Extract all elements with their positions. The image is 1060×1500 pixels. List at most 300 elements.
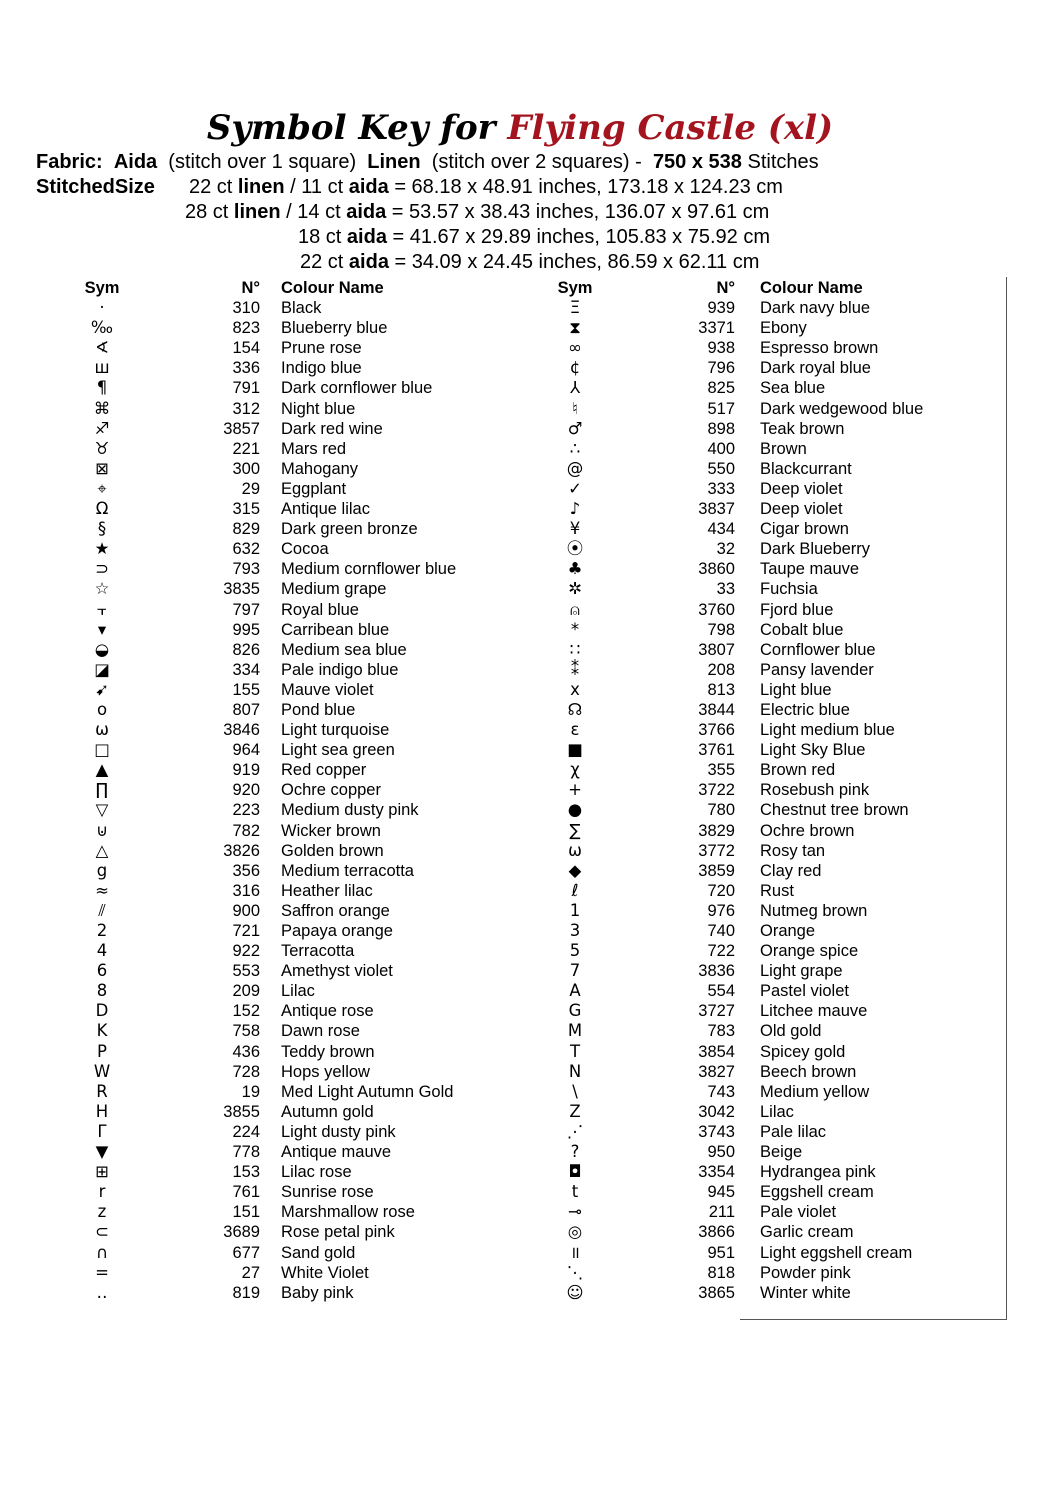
- symbol-row: [555, 800, 985, 820]
- thread-number: 3371: [698, 319, 735, 338]
- symbol: ∩: [95, 1242, 109, 1262]
- thread-number: 316: [232, 881, 260, 900]
- thread-number: 829: [232, 520, 260, 539]
- symbol: ▲: [95, 760, 109, 780]
- symbol: x: [570, 679, 580, 699]
- colour-name: Carribean blue: [281, 620, 390, 639]
- colour-name: Golden brown: [281, 841, 384, 860]
- colour-name: Cobalt blue: [760, 620, 844, 639]
- symbol-key-left-column: [82, 278, 502, 1303]
- symbol-row: [82, 640, 502, 660]
- fabric-size: 750 x 538: [652, 151, 742, 173]
- symbol-row: [555, 881, 985, 901]
- symbol-row: [82, 559, 502, 579]
- symbol: =: [95, 1262, 109, 1282]
- colour-name: Litchee mauve: [760, 1002, 868, 1021]
- symbol: ω: [568, 840, 582, 860]
- thread-number: 898: [707, 419, 735, 438]
- thread-number: 3866: [698, 1223, 735, 1242]
- thread-number: 151: [232, 1203, 260, 1222]
- size-dimensions: = 41.67 x 29.89 inches, 105.83 x 75.92 cm: [392, 226, 770, 248]
- symbol-row: [82, 821, 502, 841]
- thread-number: 743: [707, 1082, 735, 1101]
- symbol-row: [82, 881, 502, 901]
- colour-name: Cocoa: [281, 540, 329, 559]
- symbol-row: [555, 620, 985, 640]
- size-dimensions: = 53.57 x 38.43 inches, 136.07 x 97.61 cm: [391, 201, 770, 223]
- thread-number: 3854: [698, 1042, 735, 1061]
- symbol-row: [82, 740, 502, 760]
- fabric-line: [36, 150, 819, 175]
- stitched-size-label: StitchedSize: [36, 176, 155, 198]
- symbol: △: [95, 840, 109, 860]
- colour-name: Mauve violet: [281, 680, 374, 699]
- symbol-row: [82, 338, 502, 358]
- thread-number: 3727: [698, 1002, 735, 1021]
- symbol-row: [555, 1182, 985, 1202]
- thread-number: 728: [232, 1062, 260, 1081]
- colour-name: Brown red: [760, 761, 836, 780]
- symbol: ◒: [94, 639, 110, 659]
- thread-number: 312: [232, 399, 260, 418]
- symbol: P: [97, 1041, 107, 1061]
- symbol-row: [555, 1263, 985, 1283]
- thread-number: 783: [707, 1022, 735, 1041]
- thread-number: 3836: [698, 962, 735, 981]
- thread-number: 29: [241, 479, 260, 498]
- symbol-row: [555, 479, 985, 499]
- symbol-row: [555, 439, 985, 459]
- symbol-row: [82, 499, 502, 519]
- size-line-4: [300, 250, 759, 275]
- colour-name: Papaya orange: [281, 922, 393, 940]
- symbol: ♉: [94, 438, 110, 458]
- colour-name: Hops yellow: [281, 1062, 370, 1081]
- thread-number: 208: [707, 660, 735, 679]
- symbol: ♐: [94, 418, 110, 438]
- thread-number: 920: [232, 781, 260, 800]
- colour-name: Light grape: [760, 962, 843, 981]
- colour-name: Medium dusty pink: [281, 801, 419, 820]
- colour-name: Winter white: [760, 1283, 851, 1302]
- thread-number: 211: [708, 1203, 735, 1222]
- colour-name: Teak brown: [760, 419, 845, 438]
- symbol: □: [94, 740, 110, 760]
- colour-name: Antique lilac: [281, 500, 370, 519]
- symbol-row: [555, 579, 985, 599]
- colour-name: Pansy lavender: [760, 660, 874, 679]
- size-line-2: [185, 200, 769, 225]
- colour-name: Lilac: [281, 982, 315, 1001]
- symbol-row: [82, 439, 502, 459]
- symbol-row: [555, 1042, 985, 1062]
- symbol: ◎: [567, 1222, 583, 1242]
- fabric-aida: Aida: [113, 151, 158, 173]
- symbol-row: [82, 358, 502, 378]
- thread-number: 3354: [698, 1163, 735, 1182]
- thread-number: 356: [232, 861, 260, 880]
- symbol-row: [555, 720, 985, 740]
- thread-number: 758: [232, 1022, 260, 1041]
- thread-number: 436: [232, 1042, 260, 1061]
- colour-name: Light medium blue: [760, 721, 895, 740]
- symbol-row: [82, 1263, 502, 1283]
- thread-number: 919: [232, 761, 260, 780]
- symbol-row: [555, 680, 985, 700]
- colour-name: Amethyst violet: [281, 962, 393, 981]
- symbol: ♮: [572, 398, 578, 418]
- num-header: N°: [716, 279, 735, 297]
- colour-name: Heather lilac: [281, 881, 373, 900]
- thread-number: 3844: [698, 700, 735, 719]
- symbol: ?: [570, 1142, 580, 1162]
- symbol-row: [555, 700, 985, 720]
- symbol: ∢: [95, 338, 109, 358]
- colour-name: Hydrangea pink: [760, 1163, 876, 1182]
- symbol: z: [97, 1202, 107, 1222]
- symbol: t: [571, 1182, 579, 1202]
- thread-number: 155: [232, 680, 260, 699]
- thread-number: 3865: [698, 1283, 735, 1302]
- colour-name: Ochre copper: [281, 781, 381, 800]
- colour-name: Red copper: [281, 761, 367, 780]
- colour-name: Deep violet: [760, 479, 843, 498]
- colour-name: Dark navy blue: [760, 299, 871, 318]
- symbol-row: [82, 1202, 502, 1222]
- symbol: ☆: [94, 579, 110, 599]
- symbol: ‥: [96, 1282, 108, 1302]
- symbol-row: [555, 981, 985, 1001]
- size-ct: 18 ct: [298, 226, 342, 248]
- size-dimensions: = 68.18 x 48.91 inches, 173.18 x 124.23 cm: [394, 176, 783, 198]
- colour-name: Eggshell cream: [760, 1183, 874, 1202]
- colour-name: Lilac rose: [281, 1163, 352, 1182]
- thread-number: 3743: [698, 1122, 735, 1141]
- thread-number: 154: [232, 339, 260, 358]
- symbol-row: [555, 760, 985, 780]
- colour-name: Medium grape: [281, 580, 387, 599]
- colour-name: Electric blue: [760, 700, 850, 719]
- colour-name: Pastel violet: [760, 982, 849, 1001]
- thread-number: 3859: [698, 861, 735, 880]
- colour-name: Orange spice: [760, 942, 859, 961]
- symbol: *: [570, 619, 580, 639]
- colour-name: Light sea green: [281, 741, 395, 760]
- colour-name: Light blue: [760, 680, 832, 699]
- thread-number: 778: [232, 1143, 260, 1162]
- fabric-stitches: Stitches: [747, 151, 819, 173]
- symbol-row: [555, 1122, 985, 1142]
- symbol: 7: [569, 961, 581, 981]
- symbol: 6: [96, 961, 108, 981]
- symbol: Z: [569, 1101, 581, 1121]
- thread-number: 825: [707, 379, 735, 398]
- symbol-row: [82, 921, 502, 941]
- symbol: ●: [567, 800, 583, 820]
- colour-name: Baby pink: [281, 1283, 354, 1302]
- symbol-row: [555, 358, 985, 378]
- symbol-row: [82, 1222, 502, 1242]
- num-header: N°: [241, 279, 260, 297]
- symbol-row: [82, 1283, 502, 1303]
- colour-name: Night blue: [281, 399, 356, 418]
- thread-number: 939: [707, 299, 735, 318]
- symbol-row: [555, 1021, 985, 1041]
- thread-number: 223: [232, 801, 260, 820]
- symbol: M: [567, 1021, 583, 1041]
- symbol-row: [82, 1082, 502, 1102]
- symbol: ∏: [95, 780, 109, 800]
- colour-name: Medium cornflower blue: [281, 560, 457, 579]
- symbol: ♪: [569, 499, 581, 519]
- symbol: ⍝: [570, 599, 580, 619]
- colour-name: Light eggshell cream: [760, 1243, 913, 1262]
- colour-name: Fjord blue: [760, 600, 834, 619]
- symbol: ш: [94, 358, 110, 378]
- symbol: ▼: [95, 1142, 109, 1162]
- symbol: 1: [569, 900, 581, 920]
- symbol-row: [555, 459, 985, 479]
- symbol-row: [82, 1182, 502, 1202]
- colour-name: Ebony: [760, 319, 807, 338]
- colour-name: Pale lilac: [760, 1122, 827, 1141]
- thread-number: 550: [707, 459, 735, 478]
- sym-header: Sym: [84, 279, 120, 297]
- symbol-row: [555, 660, 985, 680]
- colour-name: Dark cornflower blue: [281, 379, 433, 398]
- symbol: ¥: [569, 519, 581, 539]
- size-fabric: linen: [237, 176, 285, 198]
- symbol: ω: [95, 720, 109, 740]
- symbol: ⊸: [568, 1202, 582, 1222]
- thread-number: 3722: [698, 781, 735, 800]
- symbol: ⫽: [98, 900, 106, 920]
- symbol-row: [555, 841, 985, 861]
- symbol-row: [82, 479, 502, 499]
- symbol: ☺: [566, 1282, 584, 1302]
- symbol-row: [82, 720, 502, 740]
- colour-name: Pale violet: [760, 1203, 837, 1222]
- symbol: ⦿: [566, 539, 584, 559]
- thread-number: 995: [232, 620, 260, 639]
- symbol: Γ: [97, 1121, 107, 1141]
- thread-number: 32: [716, 540, 735, 559]
- thread-number: 310: [232, 299, 260, 318]
- thread-number: 720: [707, 881, 735, 900]
- symbol-row: [82, 1062, 502, 1082]
- symbol: A: [569, 981, 581, 1001]
- symbol: D: [95, 1001, 109, 1021]
- colour-name: Eggplant: [281, 479, 347, 498]
- fabric-linen-note: (stitch over 2 squares) -: [431, 151, 642, 173]
- symbol-row: [555, 740, 985, 760]
- symbol-row: [82, 680, 502, 700]
- colour-name-header: Colour Name: [281, 279, 384, 297]
- symbol: ¶: [96, 378, 108, 398]
- thread-number: 19: [241, 1082, 260, 1101]
- thread-number: 3766: [698, 721, 735, 740]
- thread-number: 434: [707, 520, 735, 539]
- colour-name: Teddy brown: [281, 1042, 375, 1061]
- thread-number: 807: [232, 700, 260, 719]
- symbol: 5: [569, 941, 581, 961]
- size-line-3: [298, 225, 770, 250]
- colour-name: Medium yellow: [760, 1082, 870, 1101]
- colour-name: Light dusty pink: [281, 1122, 396, 1141]
- colour-name: Antique rose: [281, 1002, 374, 1021]
- thread-number: 900: [232, 901, 260, 920]
- symbol: χ: [570, 760, 580, 780]
- symbol: W: [93, 1061, 111, 1081]
- symbol: ✓: [568, 478, 582, 498]
- symbol-row: [82, 620, 502, 640]
- symbol: Ω: [95, 499, 109, 519]
- colour-name: Pale indigo blue: [281, 660, 399, 679]
- symbol: K: [96, 1021, 108, 1041]
- size-ct: 22 ct: [300, 251, 344, 273]
- colour-name: Dark red wine: [281, 419, 383, 438]
- symbol-row: [555, 539, 985, 559]
- symbol: ≈: [95, 880, 109, 900]
- symbol: ★: [94, 539, 110, 559]
- fabric-label: Fabric:: [36, 151, 103, 173]
- colour-name: Antique mauve: [281, 1143, 392, 1162]
- symbol: ⁑: [570, 659, 580, 679]
- symbol: +: [568, 780, 582, 800]
- symbol: ⊃: [95, 559, 109, 579]
- thread-number: 3761: [698, 741, 735, 760]
- symbol: ⊂: [95, 1222, 109, 1242]
- symbol: ‰: [90, 318, 114, 338]
- symbol-row: [82, 660, 502, 680]
- thread-number: 782: [232, 821, 260, 840]
- symbol: ⅄: [569, 378, 581, 398]
- symbol-row: [82, 961, 502, 981]
- colour-name: Beige: [760, 1143, 803, 1162]
- thread-number: 27: [241, 1263, 260, 1282]
- colour-name: Indigo blue: [281, 359, 362, 378]
- symbol: N: [568, 1061, 582, 1081]
- thread-number: 224: [232, 1122, 260, 1141]
- thread-number: 798: [707, 620, 735, 639]
- symbol-row: [555, 780, 985, 800]
- symbol: H: [95, 1101, 109, 1121]
- thread-number: 677: [232, 1243, 260, 1262]
- thread-number: 517: [707, 399, 735, 418]
- symbol-row: [555, 1102, 985, 1122]
- colour-name: Dawn rose: [281, 1022, 360, 1041]
- symbol-row: [82, 700, 502, 720]
- colour-name: Nutmeg brown: [760, 901, 868, 920]
- symbol-row: [555, 519, 985, 539]
- symbol-row: [555, 499, 985, 519]
- symbol-row: [555, 419, 985, 439]
- symbol: ⌘: [93, 398, 111, 418]
- thread-number: 3846: [223, 721, 260, 740]
- thread-number: 3835: [223, 580, 260, 599]
- thread-number: 951: [707, 1243, 735, 1262]
- symbol: ■: [567, 740, 583, 760]
- thread-number: 632: [232, 540, 260, 559]
- symbol: ▾: [97, 619, 107, 639]
- colour-name: Powder pink: [760, 1263, 851, 1282]
- symbol-row: [82, 399, 502, 419]
- page-title: [0, 103, 1040, 153]
- symbol-row: [82, 318, 502, 338]
- symbol: ⧗: [569, 318, 581, 338]
- colour-name: Brown: [760, 439, 807, 458]
- symbol-row: [555, 399, 985, 419]
- symbol: ◆: [568, 860, 582, 880]
- colour-name: Prune rose: [281, 339, 362, 358]
- symbol: ➹: [95, 679, 109, 699]
- symbol: 3: [569, 921, 581, 940]
- colour-name: White Violet: [281, 1263, 369, 1282]
- symbol: ¢: [569, 358, 581, 378]
- colour-name: Light Sky Blue: [760, 741, 866, 760]
- symbol: ☊: [567, 699, 583, 719]
- thread-number: 3837: [698, 500, 735, 519]
- thread-number: 152: [232, 1002, 260, 1021]
- symbol: §: [97, 519, 107, 539]
- thread-number: 950: [707, 1143, 735, 1162]
- symbol-row: [555, 1222, 985, 1242]
- symbol: ∞: [568, 338, 582, 358]
- symbol: ⊍: [95, 820, 109, 840]
- symbol-row: [555, 338, 985, 358]
- thread-number: 818: [707, 1263, 735, 1282]
- symbol-row: [82, 539, 502, 559]
- colour-name: Pond blue: [281, 700, 356, 719]
- colour-name: Dark royal blue: [760, 359, 871, 378]
- colour-name: Royal blue: [281, 600, 359, 619]
- column-header: [555, 278, 985, 298]
- symbol: G: [568, 1001, 582, 1021]
- thread-number: 355: [707, 761, 735, 780]
- symbol-row: [82, 298, 502, 318]
- thread-number: 3857: [223, 419, 260, 438]
- symbol-row: [82, 941, 502, 961]
- symbol-row: [82, 519, 502, 539]
- colour-name: Rose petal pink: [281, 1223, 395, 1242]
- symbol-row: [555, 1001, 985, 1021]
- thread-number: 819: [232, 1283, 260, 1302]
- column-header: [82, 278, 502, 298]
- size-fabric: aida: [346, 201, 387, 223]
- colour-name: Chestnut tree brown: [760, 801, 909, 820]
- symbol: ◘: [568, 1162, 582, 1182]
- thread-number: 221: [232, 439, 260, 458]
- colour-name: Orange: [760, 922, 816, 940]
- thread-number: 300: [232, 459, 260, 478]
- thread-number: 976: [707, 901, 735, 920]
- symbol: Ξ: [569, 298, 581, 318]
- colour-name: Rust: [760, 881, 794, 900]
- colour-name: Sea blue: [760, 379, 826, 398]
- symbol: ℓ: [571, 880, 579, 900]
- colour-name: Wicker brown: [281, 821, 381, 840]
- thread-number: 153: [232, 1163, 260, 1182]
- symbol-row: [82, 419, 502, 439]
- symbol: R: [96, 1081, 108, 1101]
- thread-number: 33: [716, 580, 735, 599]
- symbol-row: [555, 961, 985, 981]
- thread-number: 554: [707, 982, 735, 1001]
- colour-name: Espresso brown: [760, 339, 879, 358]
- symbol: \: [572, 1081, 578, 1101]
- thread-number: 826: [232, 640, 260, 659]
- colour-name: Taupe mauve: [760, 560, 860, 579]
